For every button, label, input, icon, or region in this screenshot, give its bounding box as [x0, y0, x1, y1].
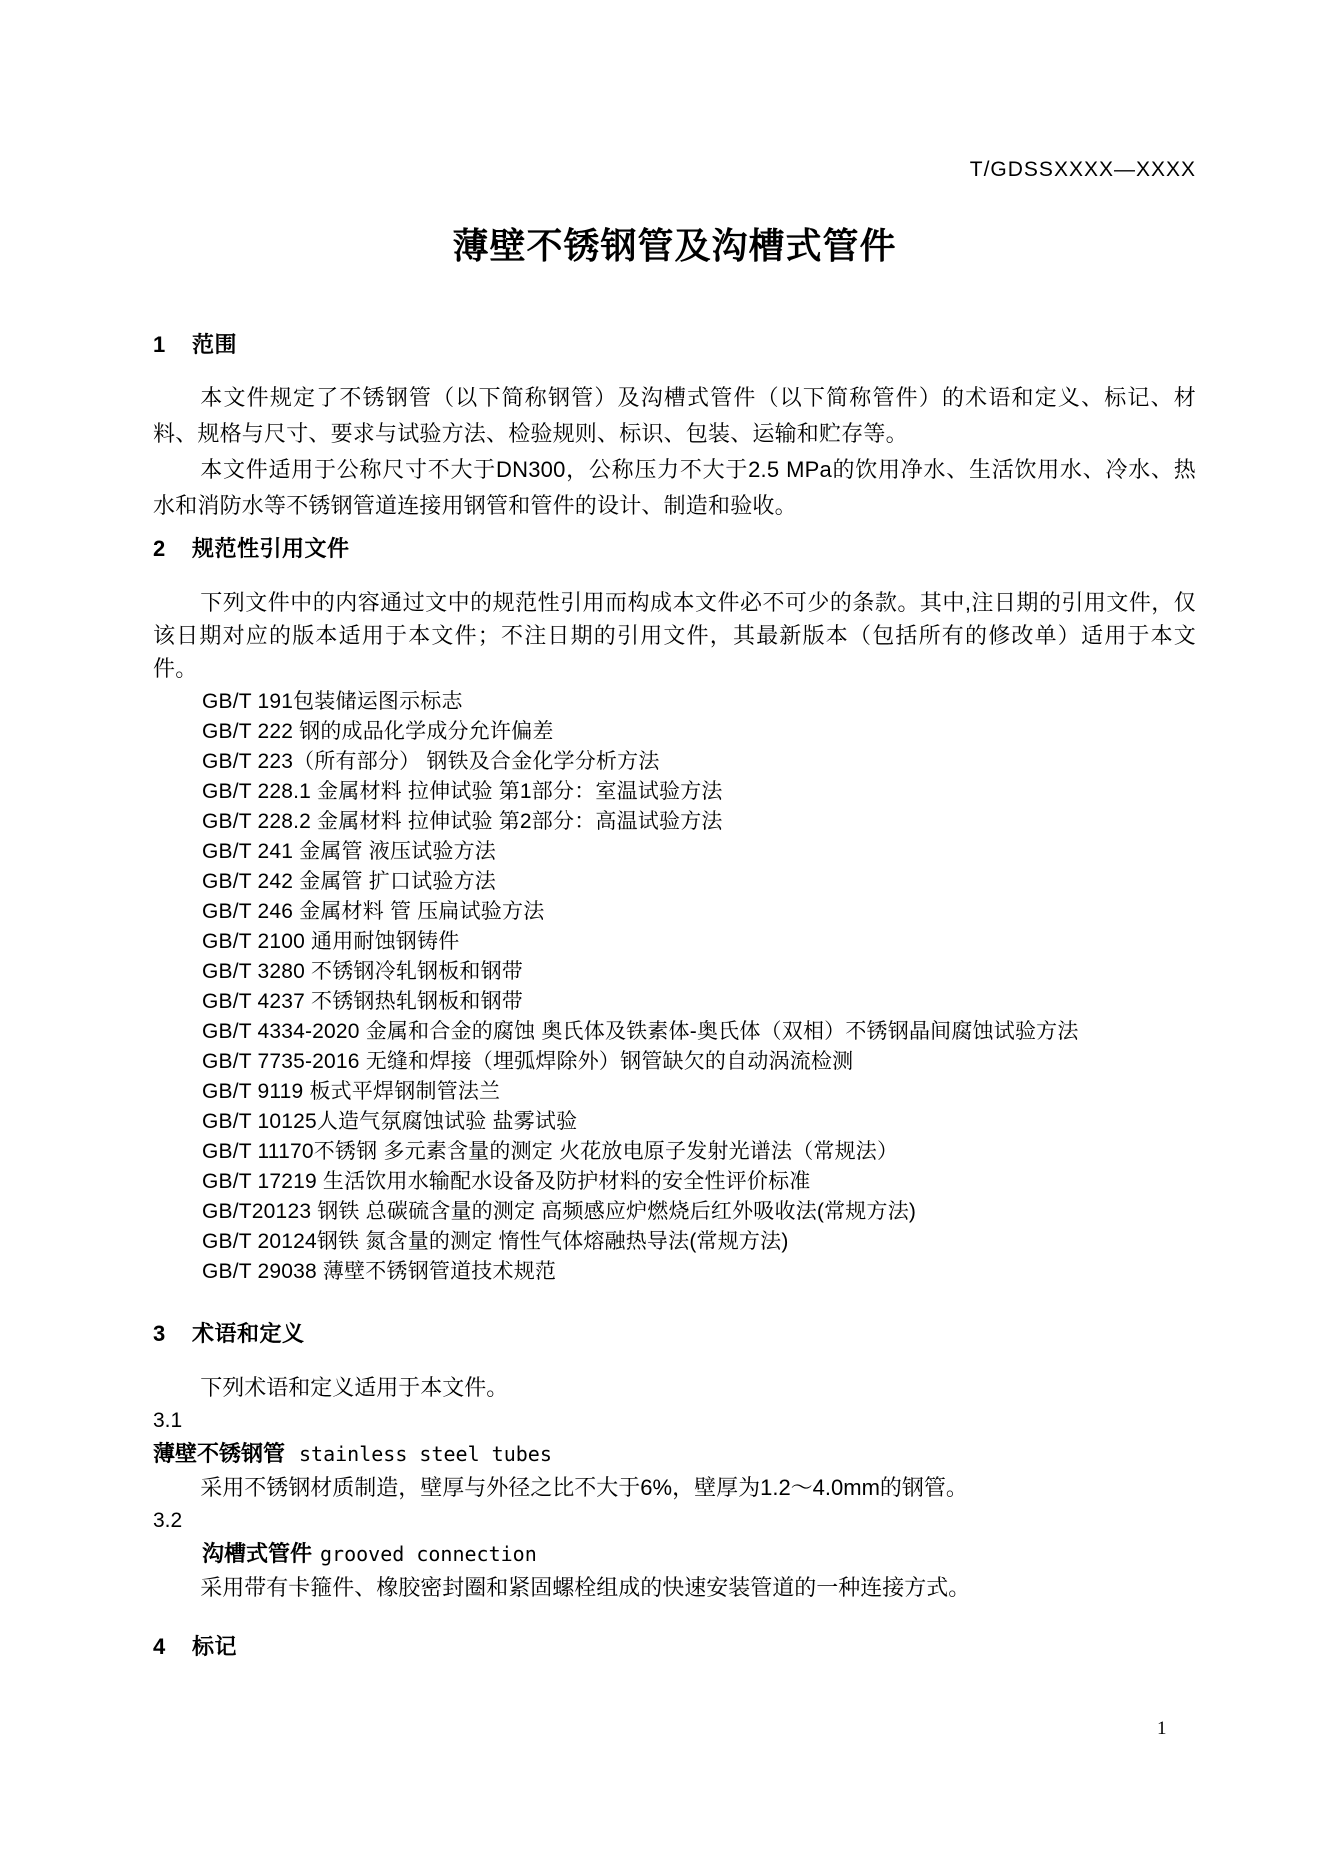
reference-item: GB/T 10125人造气氛腐蚀试验 盐雾试验 — [202, 1110, 578, 1133]
term-name-en: grooved connection — [320, 1542, 537, 1566]
section-number: 1 — [153, 332, 166, 357]
reference-item: GB/T 222 钢的成品化学成分允许偏差 — [202, 720, 554, 743]
reference-item: GB/T 228.1 金属材料 拉伸试验 第1部分：室温试验方法 — [202, 780, 723, 803]
reference-item: GB/T 7735-2016 无缝和焊接（埋弧焊除外）钢管缺欠的自动涡流检测 — [202, 1050, 854, 1073]
scope-paragraph: 本文件规定了不锈钢管（以下简称钢管）及沟槽式管件（以下简称管件）的术语和定义、标记、材料、规格与尺寸、要求与试验方法、检验规则、标识、包装、运输和贮存等。 — [153, 385, 1196, 446]
reference-item: GB/T 11170不锈钢 多元素含量的测定 火花放电原子发射光谱法（常规法） — [202, 1140, 899, 1163]
section-number: 2 — [153, 536, 166, 561]
reference-item: GB/T 4334-2020 金属和合金的腐蚀 奥氏体及铁素体-奥氏体（双相）不锈钢晶间腐蚀试验方法 — [202, 1020, 1079, 1043]
term-name-zh: 沟槽式管件 — [202, 1541, 313, 1566]
section-heading-terms — [153, 1319, 1196, 1349]
section-heading-references — [153, 534, 1196, 564]
term-title — [153, 1437, 1196, 1471]
section-heading-marking — [153, 1632, 1196, 1662]
scope-paragraphs — [153, 380, 1196, 524]
section-heading-text: 范围 — [192, 332, 238, 357]
reference-item: GB/T 228.2 金属材料 拉伸试验 第2部分：高温试验方法 — [202, 810, 723, 833]
scope-paragraph: 本文件适用于公称尺寸不大于DN300，公称压力不大于2.5 MPa的饮用净水、生活饮用水、冷水、热水和消防水等不锈钢管道连接用钢管和管件的设计、制造和验收。 — [153, 457, 1196, 518]
reference-item: GB/T 3280 不锈钢冷轧钢板和钢带 — [202, 960, 524, 983]
standard-number: T/GDSSXXXX—XXXX — [969, 158, 1196, 181]
reference-list — [153, 687, 1196, 1287]
section-heading-text: 标记 — [192, 1634, 238, 1659]
term-title — [153, 1537, 1196, 1571]
term-number: 3.1 — [153, 1409, 183, 1432]
reference-item: GB/T20123 钢铁 总碳硫含量的测定 高频感应炉燃烧后红外吸收法(常规方法) — [202, 1200, 917, 1223]
term-definition: 采用不锈钢材质制造，壁厚与外径之比不大于6%，壁厚为1.2～4.0mm的钢管。 — [200, 1475, 968, 1500]
section-number: 3 — [153, 1321, 166, 1346]
section-heading-text: 规范性引用文件 — [192, 536, 350, 561]
terms-intro: 下列术语和定义适用于本文件。 — [200, 1375, 509, 1400]
section-heading-text: 术语和定义 — [192, 1321, 305, 1346]
reference-item: GB/T 2100 通用耐蚀钢铸件 — [202, 930, 460, 953]
reference-item: GB/T 246 金属材料 管 压扁试验方法 — [202, 900, 545, 923]
term-name-zh: 薄壁不锈钢管 — [153, 1441, 286, 1466]
references-intro: 下列文件中的内容通过文中的规范性引用而构成本文件必不可少的条款。其中,注日期的引用文件，仅该日期对应的版本适用于本文件；不注日期的引用文件，其最新版本（包括所有的修改单）适用于本文件。 — [153, 590, 1196, 681]
section-heading-scope — [153, 330, 1196, 360]
term-entry — [153, 1404, 1196, 1504]
reference-item: GB/T 223（所有部分） 钢铁及合金化学分析方法 — [202, 750, 660, 773]
reference-item: GB/T 241 金属管 液压试验方法 — [202, 840, 496, 863]
reference-item: GB/T 17219 生活饮用水输配水设备及防护材料的安全性评价标准 — [202, 1170, 811, 1193]
document-title: 薄壁不锈钢管及沟槽式管件 — [452, 225, 897, 266]
term-definition: 采用带有卡箍件、橡胶密封圈和紧固螺栓组成的快速安装管道的一种连接方式。 — [200, 1575, 971, 1600]
term-name-en: stainless steel tubes — [299, 1442, 552, 1466]
reference-item: GB/T 29038 薄壁不锈钢管道技术规范 — [202, 1260, 557, 1283]
reference-item: GB/T 191包装储运图示标志 — [202, 690, 463, 713]
term-entry — [153, 1504, 1196, 1604]
page-number: 1 — [1157, 1718, 1167, 1739]
reference-item: GB/T 20124钢铁 氮含量的测定 惰性气体熔融热导法(常规方法) — [202, 1230, 789, 1253]
reference-item: GB/T 4237 不锈钢热轧钢板和钢带 — [202, 990, 524, 1013]
reference-item: GB/T 242 金属管 扩口试验方法 — [202, 870, 496, 893]
section-number: 4 — [153, 1634, 166, 1659]
reference-item: GB/T 9119 板式平焊钢制管法兰 — [202, 1080, 501, 1103]
term-number: 3.2 — [153, 1509, 183, 1532]
